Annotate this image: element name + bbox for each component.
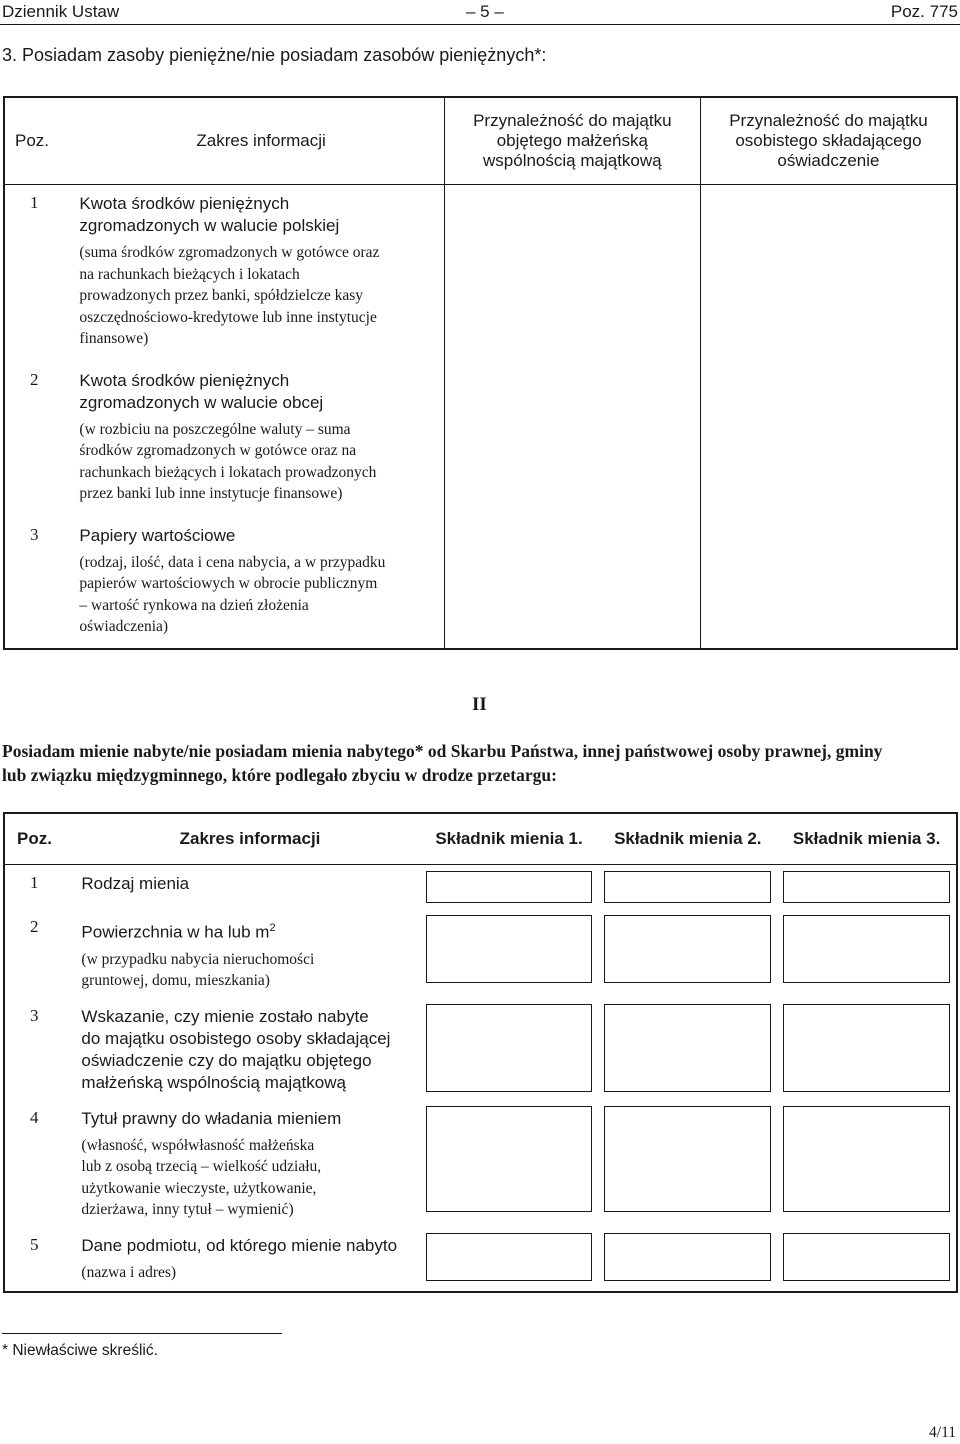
component-2-field[interactable]: [604, 1106, 771, 1212]
superscript: 2: [269, 922, 276, 934]
col-header-personal-property: Przynależność do majątku osobistego składającego oświadczenie: [700, 97, 957, 185]
row-description: Kwota środków pieniężnych zgromadzonych w walucie obcej (w rozbiciu na poszczególne waluty – suma środków zgromadzonych w gotówce oraz na rachunkach bieżących i lokatach prowadzonych przez banki lub inne instytucje finansowe): [79, 370, 377, 502]
table-row: [4, 1227, 957, 1293]
component-3-field[interactable]: [783, 1106, 950, 1212]
row-number: 4: [30, 1107, 39, 1127]
component-2-field[interactable]: [604, 915, 771, 983]
personal-property-cell[interactable]: [700, 185, 957, 362]
col-header-joint-property: Przynależność do majątku objętego małżeńską wspólnością majątkową: [444, 97, 700, 185]
component-3-field[interactable]: [783, 1004, 950, 1092]
col-header-zakres: Zakres informacji: [78, 97, 444, 185]
footnote: * Niewłaściwe skreślić.: [2, 1342, 158, 1359]
table-row: [4, 185, 957, 362]
page-header: [0, 0, 960, 24]
personal-property-cell[interactable]: [700, 517, 957, 649]
table-row: [4, 1100, 957, 1227]
acquired-property-table: [3, 812, 958, 1293]
row-description: Powierzchnia w ha lub $m^2$ (w przypadku nabycia nieruchomości gruntowej, domu, mieszkania): [81, 922, 315, 990]
row-number: 5: [30, 1234, 39, 1254]
table-row: [4, 362, 957, 517]
header-rule: [0, 24, 960, 25]
page-number-header: – 5 –: [466, 2, 504, 21]
component-2-field[interactable]: [604, 1004, 771, 1092]
row-number: 3: [30, 1005, 39, 1025]
component-3-field[interactable]: [783, 915, 950, 983]
row-description: Tytuł prawny do władania mieniem (własność, współwłasność małżeńska lub z osobą trzecią – wielkość udziału, użytkowanie wieczyste, użytkowanie, dzierżawa, inny tytuł – wymienić): [81, 1108, 342, 1219]
row-description: Wskazanie, czy mienie zostało nabyte do majątku osobistego osoby składającej oświadczenie czy do majątku objętego małżeńską wspólnością majątkową: [81, 1006, 391, 1092]
component-1-field[interactable]: [426, 871, 593, 903]
page-number: 4/11: [929, 1424, 956, 1441]
component-1-field[interactable]: [426, 1004, 593, 1092]
row-number: 1: [30, 873, 39, 892]
col-header-zakres: Zakres informacji: [80, 813, 419, 865]
table-row: [4, 517, 957, 649]
joint-property-cell[interactable]: [444, 185, 700, 362]
component-1-field[interactable]: [426, 1106, 593, 1212]
cash-resources-table: [3, 96, 958, 650]
row-description: Kwota środków pieniężnych zgromadzonych w walucie polskiej (suma środków zgromadzonych w gotówce oraz na rachunkach bieżących i lokatach prowadzonych przez banki, spółdzielcze kasy oszczędnościowo-kredytowe lub inne instytucje finansowe): [79, 194, 380, 347]
table-row: [4, 998, 957, 1100]
personal-property-cell[interactable]: [700, 362, 957, 517]
component-1-field[interactable]: [426, 1233, 593, 1281]
component-2-field[interactable]: [604, 1233, 771, 1281]
col-header-poz: Poz.: [4, 97, 78, 185]
row-number: 1: [30, 193, 39, 212]
table-header-row: [4, 97, 957, 185]
section-2-paragraph: Posiadam mienie nabyte/nie posiadam mienia nabytego* od Skarbu Państwa, innej państwowej osoby prawnej, gminy lub związku międzygminnego, które podlegało zbyciu w drodze przetargu:: [2, 741, 883, 785]
col-header-poz: Poz.: [4, 813, 80, 865]
joint-property-cell[interactable]: [444, 517, 700, 649]
table-header-row: [4, 813, 957, 865]
position-number: Poz. 775: [890, 2, 958, 21]
joint-property-cell[interactable]: [444, 362, 700, 517]
journal-name: Dziennik Ustaw: [2, 2, 120, 21]
component-3-field[interactable]: [783, 871, 950, 903]
row-description: Papiery wartościowe (rodzaj, ilość, data i cena nabycia, a w przypadku papierów wartościowych w obrocie publicznym – wartość rynkowa na dzień złożenia oświadczenia): [79, 525, 386, 635]
component-2-field[interactable]: [604, 871, 771, 903]
col-header-component-1: Składnik mienia 1.: [420, 813, 599, 865]
col-header-component-2: Składnik mienia 2.: [598, 813, 777, 865]
section-roman-numeral: II: [472, 694, 487, 715]
component-1-field[interactable]: [426, 915, 593, 983]
row-description: Rodzaj mienia: [81, 874, 190, 893]
row-number: 2: [30, 369, 39, 389]
table-row: [4, 909, 957, 998]
row-description: Dane podmiotu, od którego mienie nabyto (nazwa i adres): [81, 1235, 398, 1281]
section-3-title: 3. Posiadam zasoby pieniężne/nie posiadam zasobów pieniężnych*:: [2, 45, 547, 65]
row-number: 3: [30, 524, 39, 544]
component-3-field[interactable]: [783, 1233, 950, 1281]
row-number: 2: [30, 917, 39, 936]
footnote-rule: [2, 1333, 282, 1334]
table-row: [4, 865, 957, 910]
col-header-component-3: Składnik mienia 3.: [777, 813, 957, 865]
